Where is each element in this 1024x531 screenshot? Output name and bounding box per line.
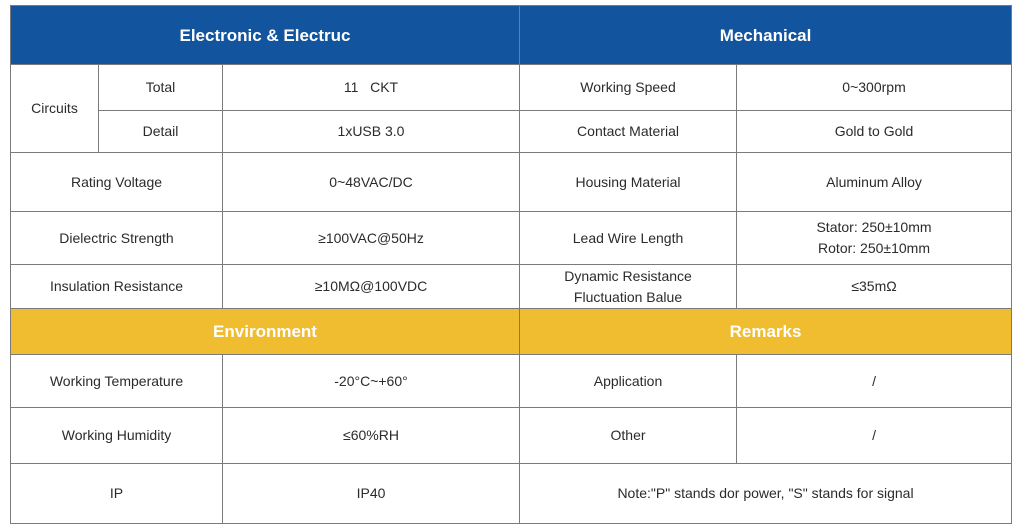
contact-material-label: Contact Material (520, 111, 737, 153)
working-temperature-label: Working Temperature (11, 355, 223, 408)
housing-material-value: Aluminum Alloy (737, 153, 1012, 212)
total-label: Total (99, 65, 223, 111)
environment-header: Environment (11, 309, 520, 355)
insulation-resistance-value: ≥10MΩ@100VDC (223, 265, 520, 309)
remarks-header: Remarks (520, 309, 1012, 355)
working-humidity-label: Working Humidity (11, 408, 223, 464)
working-speed-value: 0~300rpm (737, 65, 1012, 111)
dielectric-strength-label: Dielectric Strength (11, 212, 223, 265)
dynamic-resistance-label (520, 265, 737, 309)
rating-voltage-label: Rating Voltage (11, 153, 223, 212)
ip-value: IP40 (223, 464, 520, 524)
table-row (11, 265, 1012, 309)
remarks-note: Note:"P" stands dor power, "S" stands for signal (520, 464, 1012, 524)
mechanical-header: Mechanical (520, 6, 1012, 65)
table-row (11, 65, 1012, 111)
spec-table (10, 5, 1012, 524)
table-row (11, 464, 1012, 524)
stator-length: Stator: 250±10mm (816, 219, 932, 235)
application-value: / (737, 355, 1012, 408)
lead-wire-length-value (737, 212, 1012, 265)
working-speed-label: Working Speed (520, 65, 737, 111)
table-row (11, 212, 1012, 265)
table-row (11, 355, 1012, 408)
dynamic-resistance-label-line2: Fluctuation Balue (573, 288, 683, 305)
detail-value: 1xUSB 3.0 (223, 111, 520, 153)
detail-label: Detail (99, 111, 223, 153)
header-row-bottom (11, 309, 1012, 355)
working-temperature-value: -20°C~+60° (223, 355, 520, 408)
dynamic-resistance-value: ≤35mΩ (737, 265, 1012, 309)
housing-material-label: Housing Material (520, 153, 737, 212)
electronic-header: Electronic & Electruc (11, 6, 520, 65)
rotor-length: Rotor: 250±10mm (818, 240, 930, 256)
other-value: / (737, 408, 1012, 464)
total-value (223, 65, 520, 111)
other-label: Other (520, 408, 737, 464)
contact-material-value: Gold to Gold (737, 111, 1012, 153)
rating-voltage-value: 0~48VAC/DC (223, 153, 520, 212)
total-value-text: 11 CKT (343, 79, 399, 95)
table-row (11, 408, 1012, 464)
table-row (11, 153, 1012, 212)
ip-label: IP (11, 464, 223, 524)
table-row (11, 111, 1012, 153)
application-label: Application (520, 355, 737, 408)
working-humidity-value: ≤60%RH (223, 408, 520, 464)
dynamic-resistance-label-line1: Dynamic Resistance (564, 267, 692, 284)
header-row-top (11, 6, 1012, 65)
circuits-label: Circuits (11, 65, 99, 153)
lead-wire-length-label: Lead Wire Length (520, 212, 737, 265)
dielectric-strength-value: ≥100VAC@50Hz (223, 212, 520, 265)
insulation-resistance-label: Insulation Resistance (11, 265, 223, 309)
